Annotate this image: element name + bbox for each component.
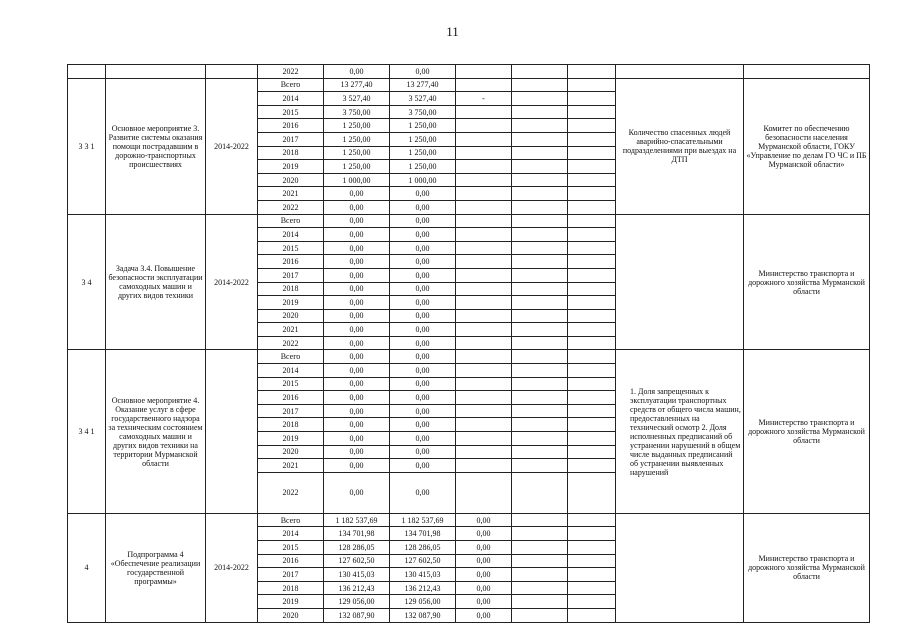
amount-federal-cell — [456, 160, 512, 174]
empty-cell — [512, 336, 568, 350]
amount-total-cell: 0,00 — [324, 472, 390, 513]
amount-total-cell: 0,00 — [324, 241, 390, 255]
empty-cell — [568, 377, 616, 391]
indicator-cell: Количество спасенных людей аварийно-спасательными подразделениями при выездах на ДТП — [616, 78, 744, 214]
year-cell: 2016 — [258, 255, 324, 269]
year-cell: 2014 — [258, 364, 324, 378]
amount-total-cell: 0,00 — [324, 377, 390, 391]
amount-federal-cell — [456, 187, 512, 201]
amount-regional-cell: 127 602,50 — [390, 554, 456, 568]
empty-cell — [568, 200, 616, 214]
amount-total-cell: 0,00 — [324, 309, 390, 323]
amount-total-cell: 13 277,40 — [324, 78, 390, 92]
empty-cell — [512, 282, 568, 296]
empty-cell — [568, 309, 616, 323]
empty-cell — [512, 160, 568, 174]
year-cell: 2019 — [258, 595, 324, 609]
empty-cell — [512, 214, 568, 228]
amount-federal-cell — [456, 445, 512, 459]
empty-cell — [512, 119, 568, 133]
empty-cell — [512, 132, 568, 146]
empty-cell — [512, 173, 568, 187]
empty-cell — [512, 309, 568, 323]
activity-name-cell: Задача 3.4. Повышение безопасности эксплуатации самоходных машин и других видов техники — [106, 214, 206, 350]
amount-total-cell: 0,00 — [324, 187, 390, 201]
empty-cell — [512, 92, 568, 106]
amount-total-cell: 127 602,50 — [324, 554, 390, 568]
amount-total-cell: 1 000,00 — [324, 173, 390, 187]
empty-cell — [568, 173, 616, 187]
empty-cell — [568, 432, 616, 446]
year-cell: 2016 — [258, 391, 324, 405]
empty-cell — [568, 255, 616, 269]
amount-federal-cell — [456, 296, 512, 310]
empty-cell — [568, 160, 616, 174]
amount-regional-cell: 130 415,03 — [390, 568, 456, 582]
amount-regional-cell: 0,00 — [390, 255, 456, 269]
empty-cell — [568, 350, 616, 364]
amount-regional-cell: 128 286,05 — [390, 541, 456, 555]
empty-cell — [568, 404, 616, 418]
amount-federal-cell — [456, 173, 512, 187]
amount-regional-cell: 0,00 — [390, 214, 456, 228]
year-cell: 2020 — [258, 445, 324, 459]
empty-cell — [568, 541, 616, 555]
activity-name-cell: Основное мероприятие 4. Оказание услуг в сфере государственного надзора за техническим состоянием самоходных машин и других видов техники на территории Мурманской области — [106, 350, 206, 513]
amount-total-cell: 0,00 — [324, 445, 390, 459]
empty-cell — [512, 350, 568, 364]
amount-federal-cell — [456, 146, 512, 160]
empty-cell — [568, 391, 616, 405]
empty-cell — [512, 595, 568, 609]
empty-cell — [512, 187, 568, 201]
empty-cell — [512, 146, 568, 160]
amount-regional-cell: 3 527,40 — [390, 92, 456, 106]
amount-regional-cell: 0,00 — [390, 336, 456, 350]
table-row — [68, 65, 870, 79]
year-cell: 2019 — [258, 296, 324, 310]
amount-total-cell: 136 212,43 — [324, 581, 390, 595]
amount-federal-cell — [456, 214, 512, 228]
amount-federal-cell — [456, 119, 512, 133]
amount-total-cell: 0,00 — [324, 459, 390, 473]
year-cell: 2019 — [258, 160, 324, 174]
empty-cell — [512, 608, 568, 622]
empty-cell — [512, 404, 568, 418]
empty-cell — [568, 296, 616, 310]
amount-total-cell: 128 286,05 — [324, 541, 390, 555]
amount-federal-cell — [456, 323, 512, 337]
amount-regional-cell: 0,00 — [390, 472, 456, 513]
amount-federal-cell — [456, 336, 512, 350]
activity-name-cell: Подпрограмма 4 «Обеспечение реализации государственной программы» — [106, 513, 206, 622]
empty-cell — [568, 595, 616, 609]
amount-federal-cell — [456, 364, 512, 378]
year-cell: 2016 — [258, 554, 324, 568]
year-cell: Всего — [258, 350, 324, 364]
amount-total-cell: 3 750,00 — [324, 105, 390, 119]
amount-total-cell: 0,00 — [324, 432, 390, 446]
amount-total-cell: 0,00 — [324, 391, 390, 405]
empty-cell — [568, 608, 616, 622]
year-cell: 2021 — [258, 323, 324, 337]
empty-cell — [568, 445, 616, 459]
amount-regional-cell: 129 056,00 — [390, 595, 456, 609]
year-cell: 2022 — [258, 200, 324, 214]
amount-federal-cell — [456, 472, 512, 513]
amount-federal-cell — [456, 228, 512, 242]
year-cell: 2015 — [258, 377, 324, 391]
amount-regional-cell: 0,00 — [390, 241, 456, 255]
executor-cell: Комитет по обеспечению безопасности населения Мурманской области, ГОКУ «Управление по делам ГО ЧС и ПБ Мурманской области» — [744, 78, 870, 214]
empty-cell — [568, 282, 616, 296]
amount-federal-cell — [456, 268, 512, 282]
amount-regional-cell: 0,00 — [390, 200, 456, 214]
amount-regional-cell: 0,00 — [390, 323, 456, 337]
amount-regional-cell: 0,00 — [390, 228, 456, 242]
amount-federal-cell — [456, 132, 512, 146]
empty-cell — [568, 92, 616, 106]
amount-federal-cell — [456, 282, 512, 296]
amount-federal-cell — [456, 377, 512, 391]
executor-cell: Министерство транспорта и дорожного хозяйства Мурманской области — [744, 214, 870, 350]
empty-cell — [512, 513, 568, 527]
year-cell: 2017 — [258, 132, 324, 146]
amount-regional-cell: 0,00 — [390, 350, 456, 364]
row-code-cell: 3 4 — [68, 214, 106, 350]
amount-federal-cell — [456, 459, 512, 473]
amount-total-cell: 1 250,00 — [324, 146, 390, 160]
indicator-cell: 1. Доля запрещенных к эксплуатации транспортных средств от общего числа машин, предоставленных на технический осмотр 2. Доля исполненных предписаний об устранении нарушений в общем числе выданных предписаний об устранении выявленных нарушений — [616, 350, 744, 513]
amount-regional-cell: 134 701,98 — [390, 527, 456, 541]
empty-cell — [568, 527, 616, 541]
empty-cell — [568, 132, 616, 146]
amount-total-cell: 0,00 — [324, 418, 390, 432]
amount-regional-cell: 0,00 — [390, 432, 456, 446]
indicator-cell — [616, 214, 744, 350]
empty-cell — [512, 228, 568, 242]
amount-federal-cell — [456, 350, 512, 364]
row-code-cell: 3 4 1 — [68, 350, 106, 513]
amount-federal-cell — [456, 391, 512, 405]
empty-cell — [512, 581, 568, 595]
executor-cell: Министерство транспорта и дорожного хозяйства Мурманской области — [744, 350, 870, 513]
empty-cell — [512, 391, 568, 405]
period-cell: 2014-2022 — [206, 214, 258, 350]
year-cell: 2018 — [258, 581, 324, 595]
amount-federal-cell — [456, 309, 512, 323]
empty-cell — [568, 241, 616, 255]
empty-cell — [512, 296, 568, 310]
year-cell: 2014 — [258, 527, 324, 541]
amount-federal-cell — [456, 404, 512, 418]
year-cell: 2016 — [258, 119, 324, 133]
year-cell: 2022 — [258, 472, 324, 513]
table-row — [68, 78, 870, 92]
amount-total-cell: 1 182 537,69 — [324, 513, 390, 527]
empty-cell — [568, 119, 616, 133]
amount-total-cell: 0,00 — [324, 404, 390, 418]
empty-cell — [512, 459, 568, 473]
empty-cell — [568, 459, 616, 473]
empty-cell — [512, 527, 568, 541]
amount-total-cell: 1 250,00 — [324, 119, 390, 133]
amount-total-cell: 0,00 — [324, 364, 390, 378]
row-code-cell: 4 — [68, 513, 106, 622]
empty-cell — [568, 78, 616, 92]
amount-total-cell: 0,00 — [324, 268, 390, 282]
amount-federal-cell — [456, 105, 512, 119]
year-cell: 2015 — [258, 241, 324, 255]
year-cell: 2014 — [258, 92, 324, 106]
amount-federal-cell: 0,00 — [456, 581, 512, 595]
empty-cell — [568, 472, 616, 513]
executor-cell: Министерство транспорта и дорожного хозяйства Мурманской области — [744, 513, 870, 622]
amount-federal-cell — [456, 78, 512, 92]
year-cell: 2017 — [258, 404, 324, 418]
amount-regional-cell: 136 212,43 — [390, 581, 456, 595]
empty-cell — [512, 105, 568, 119]
amount-total-cell: 130 415,03 — [324, 568, 390, 582]
table-row — [68, 214, 870, 228]
empty-cell — [568, 268, 616, 282]
amount-total-cell: 0,00 — [324, 200, 390, 214]
amount-regional-cell: 0,00 — [390, 296, 456, 310]
empty-cell — [512, 323, 568, 337]
budget-table — [67, 64, 870, 623]
year-cell: 2015 — [258, 541, 324, 555]
empty-cell — [568, 187, 616, 201]
period-cell: 2014-2022 — [206, 78, 258, 214]
amount-federal-cell — [456, 200, 512, 214]
empty-cell — [568, 228, 616, 242]
empty-cell — [512, 472, 568, 513]
amount-regional-cell: 0,00 — [390, 404, 456, 418]
empty-cell — [568, 554, 616, 568]
amount-federal-cell — [456, 418, 512, 432]
amount-regional-cell: 0,00 — [390, 187, 456, 201]
empty-cell — [512, 432, 568, 446]
empty-cell — [512, 78, 568, 92]
amount-total-cell: 0,00 — [324, 255, 390, 269]
amount-regional-cell: 0,00 — [390, 364, 456, 378]
year-cell: Всего — [258, 214, 324, 228]
amount-federal-cell: 0,00 — [456, 527, 512, 541]
amount-federal-cell: 0,00 — [456, 513, 512, 527]
year-cell: 2017 — [258, 568, 324, 582]
amount-regional-cell: 1 182 537,69 — [390, 513, 456, 527]
amount-regional-cell: 1 250,00 — [390, 119, 456, 133]
empty-cell — [512, 255, 568, 269]
empty-cell — [568, 105, 616, 119]
year-cell: 2018 — [258, 282, 324, 296]
amount-regional-cell: 0,00 — [390, 377, 456, 391]
amount-regional-cell: 0,00 — [390, 459, 456, 473]
empty-cell — [512, 554, 568, 568]
year-cell: 2020 — [258, 173, 324, 187]
year-cell: 2022 — [258, 336, 324, 350]
empty-cell — [512, 445, 568, 459]
period-cell: 2014-2022 — [206, 513, 258, 622]
amount-total-cell: 0,00 — [324, 214, 390, 228]
amount-regional-cell: 1 250,00 — [390, 132, 456, 146]
amount-total-cell: 0,00 — [324, 336, 390, 350]
amount-regional-cell: 0,00 — [390, 65, 456, 79]
empty-cell — [568, 568, 616, 582]
year-cell: 2014 — [258, 228, 324, 242]
table-row — [68, 350, 870, 364]
amount-total-cell: 0,00 — [324, 350, 390, 364]
amount-federal-cell: 0,00 — [456, 595, 512, 609]
year-cell: 2017 — [258, 268, 324, 282]
amount-regional-cell: 0,00 — [390, 268, 456, 282]
activity-name-cell: Основное мероприятие 3. Развитие системы оказания помощи пострадавшим в дорожно-транспортных происшествиях — [106, 78, 206, 214]
amount-federal-cell: - — [456, 92, 512, 106]
page-number: 11 — [446, 24, 459, 39]
amount-federal-cell: 0,00 — [456, 554, 512, 568]
empty-cell — [568, 336, 616, 350]
amount-regional-cell: 1 000,00 — [390, 173, 456, 187]
amount-regional-cell: 0,00 — [390, 445, 456, 459]
year-cell: 2020 — [258, 309, 324, 323]
year-cell: 2018 — [258, 418, 324, 432]
empty-cell — [512, 364, 568, 378]
period-cell — [206, 350, 258, 513]
amount-federal-cell — [456, 241, 512, 255]
empty-cell — [568, 418, 616, 432]
amount-regional-cell: 0,00 — [390, 282, 456, 296]
amount-regional-cell: 0,00 — [390, 309, 456, 323]
empty-cell — [512, 200, 568, 214]
amount-total-cell: 0,00 — [324, 323, 390, 337]
empty-cell — [568, 214, 616, 228]
amount-regional-cell: 0,00 — [390, 391, 456, 405]
empty-cell — [568, 513, 616, 527]
empty-cell — [568, 323, 616, 337]
empty-cell — [568, 146, 616, 160]
empty-cell — [512, 241, 568, 255]
amount-regional-cell: 13 277,40 — [390, 78, 456, 92]
empty-cell — [568, 581, 616, 595]
empty-cell — [512, 418, 568, 432]
amount-total-cell: 1 250,00 — [324, 132, 390, 146]
year-cell: Всего — [258, 78, 324, 92]
empty-cell — [512, 541, 568, 555]
amount-federal-cell — [456, 255, 512, 269]
year-cell: 2021 — [258, 187, 324, 201]
year-cell: Всего — [258, 513, 324, 527]
amount-federal-cell — [456, 432, 512, 446]
empty-cell — [512, 377, 568, 391]
amount-regional-cell: 1 250,00 — [390, 146, 456, 160]
empty-cell — [568, 364, 616, 378]
year-cell: 2019 — [258, 432, 324, 446]
amount-federal-cell: 0,00 — [456, 608, 512, 622]
amount-federal-cell: 0,00 — [456, 568, 512, 582]
amount-regional-cell: 132 087,90 — [390, 608, 456, 622]
amount-total-cell: 0,00 — [324, 296, 390, 310]
amount-total-cell: 0,00 — [324, 282, 390, 296]
year-cell: 2018 — [258, 146, 324, 160]
year-cell: 2015 — [258, 105, 324, 119]
amount-regional-cell: 0,00 — [390, 418, 456, 432]
table-row — [68, 513, 870, 527]
amount-regional-cell: 1 250,00 — [390, 160, 456, 174]
year-cell: 2020 — [258, 608, 324, 622]
empty-cell — [512, 268, 568, 282]
amount-total-cell: 3 527,40 — [324, 92, 390, 106]
empty-cell — [512, 568, 568, 582]
indicator-cell — [616, 513, 744, 622]
amount-total-cell: 0,00 — [324, 65, 390, 79]
amount-total-cell: 0,00 — [324, 228, 390, 242]
amount-total-cell: 134 701,98 — [324, 527, 390, 541]
row-code-cell: 3 3 1 — [68, 78, 106, 214]
year-cell: 2022 — [258, 65, 324, 79]
amount-total-cell: 132 087,90 — [324, 608, 390, 622]
year-cell: 2021 — [258, 459, 324, 473]
amount-total-cell: 1 250,00 — [324, 160, 390, 174]
amount-total-cell: 129 056,00 — [324, 595, 390, 609]
amount-regional-cell: 3 750,00 — [390, 105, 456, 119]
amount-federal-cell: 0,00 — [456, 541, 512, 555]
